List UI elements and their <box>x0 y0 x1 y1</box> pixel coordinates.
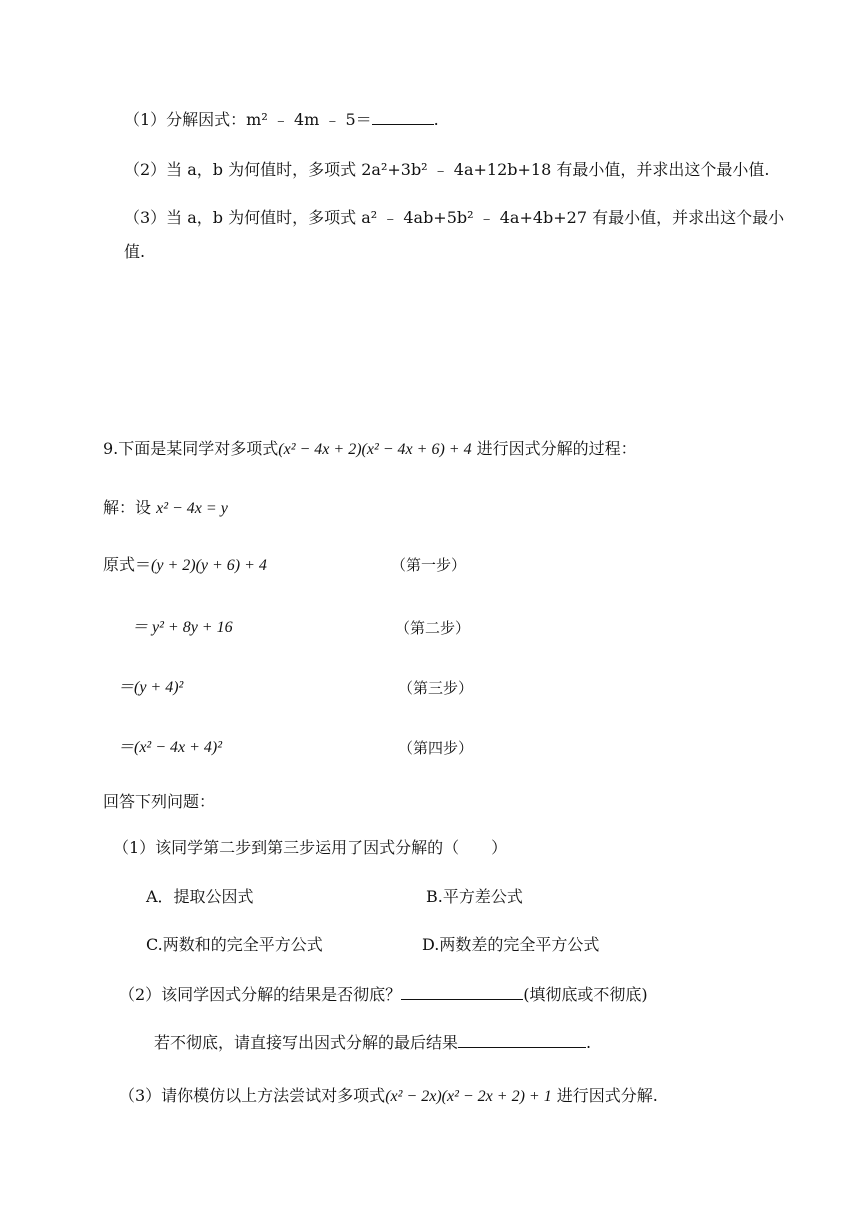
question-3-line-1: （3）当 a，b 为何值时，多项式 a² ﹣ 4ab+5b² ﹣ 4a+4b+27 有最小值，并求出这个最小 <box>124 208 785 227</box>
followup-end: . <box>586 1033 592 1052</box>
question-2: （2）当 a，b 为何值时，多项式 2a²+3b² ﹣ 4a+12b+18 有最小值，并求出这个最小值. <box>124 160 770 179</box>
step-1-row <box>103 554 267 577</box>
sub-question-3-prefix: （3）请你模仿以上方法尝试对多项式 <box>119 1086 386 1105</box>
original-label: 原式＝ <box>103 555 152 574</box>
solution-prefix: 解：设 <box>103 498 152 517</box>
step-2-expression: ＝ y² + 8y + 16 <box>132 619 233 636</box>
final-result-blank[interactable] <box>458 1031 586 1048</box>
sub-question-2 <box>119 983 648 1006</box>
sub-question-3-expression: (x² − 2x)(x² − 2x + 2) + 1 <box>385 1088 552 1105</box>
option-d[interactable]: D.两数差的完全平方公式 <box>422 935 600 954</box>
sub-question-3-suffix: 进行因式分解. <box>556 1086 658 1105</box>
sub-question-2-text: （2）该同学因式分解的结果是否彻底？ <box>119 985 402 1004</box>
step-3-label: （第三步） <box>398 679 474 697</box>
step-2-label: （第二步） <box>395 619 471 637</box>
problem-9-expression: (x² − 4x + 2)(x² − 4x + 6) + 4 <box>278 441 472 458</box>
option-b[interactable]: B.平方差公式 <box>426 887 523 906</box>
solution-setup <box>103 497 228 520</box>
option-c[interactable]: C.两数和的完全平方公式 <box>146 935 323 954</box>
answer-heading: 回答下列问题： <box>103 792 216 811</box>
problem-9-intro-suffix: 进行因式分解的过程： <box>476 439 637 458</box>
question-1-text: （1）分解因式：m² ﹣ 4m ﹣ 5＝ <box>124 110 372 129</box>
question-1 <box>124 108 439 131</box>
thoroughness-blank[interactable] <box>401 983 523 1000</box>
sub-question-2-followup <box>154 1031 591 1054</box>
step-3-expression: ＝(y + 4)² <box>118 679 184 696</box>
step-4-expression: ＝(x² − 4x + 4)² <box>118 739 223 756</box>
problem-9-intro-prefix: 9.下面是某同学对多项式 <box>103 439 279 458</box>
option-a[interactable]: A．提取公因式 <box>146 887 254 906</box>
answer-blank[interactable] <box>372 108 434 125</box>
sub-question-2-hint: (填彻底或不彻底) <box>523 985 648 1004</box>
followup-text: 若不彻底，请直接写出因式分解的最后结果 <box>154 1033 459 1052</box>
sub-question-3 <box>119 1085 658 1108</box>
problem-9-intro <box>103 438 637 461</box>
sub-question-1: （1）该同学第二步到第三步运用了因式分解的（ ） <box>113 838 508 857</box>
step-4-label: （第四步） <box>398 739 474 757</box>
substitution-expression: x² − 4x = y <box>156 500 228 517</box>
question-3-line-2: 值. <box>124 242 146 261</box>
question-1-end: . <box>433 110 439 129</box>
step-1-label: （第一步） <box>391 556 467 574</box>
step-1-expression: (y + 2)(y + 6) + 4 <box>151 557 267 574</box>
